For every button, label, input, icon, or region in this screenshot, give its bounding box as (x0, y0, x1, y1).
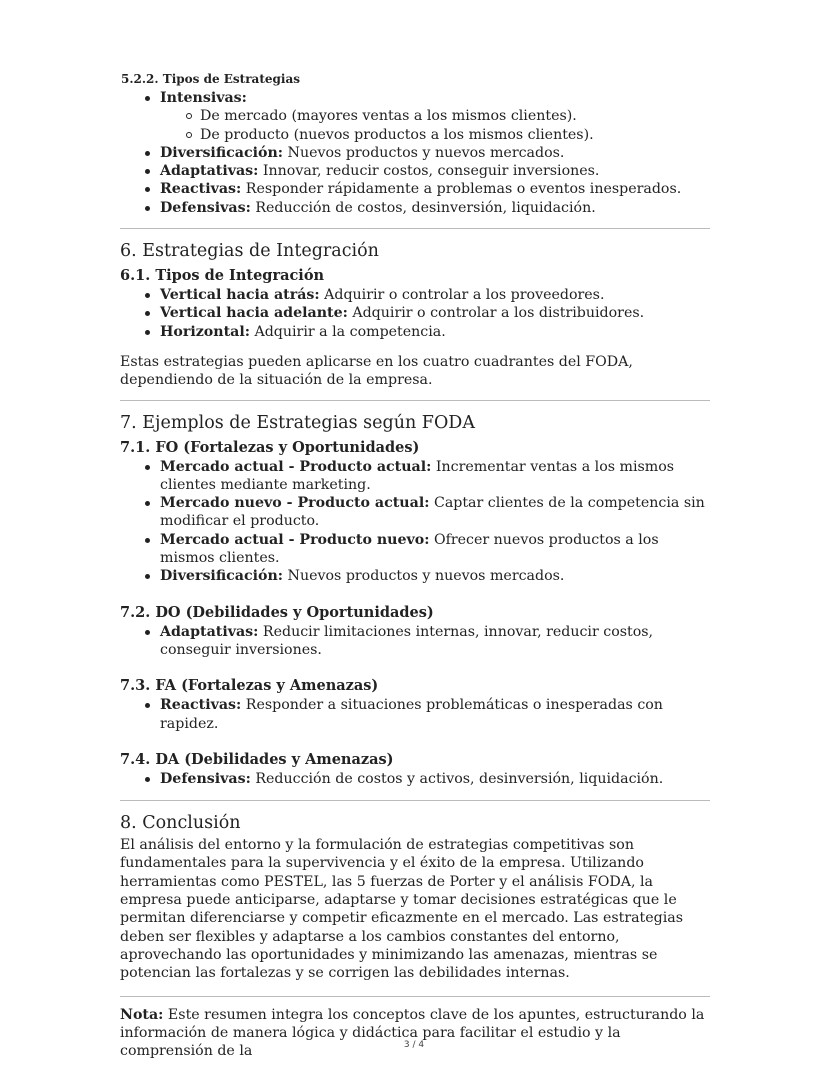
item-text: Adquirir a la competencia. (249, 323, 446, 340)
section-8-title: 8. Conclusión (120, 813, 241, 834)
conclusion-paragraph: El análisis del entorno y la formulación de estrategias competitivas son fundamentales para la supervivencia y el éxito de la empresa. Utilizando herramientas como PESTEL, las 5 fuerzas de Porter y el análisis FODA, la empresa puede anticiparse, adaptarse y tomar decisiones estratégicas que le permitan diferenciarse y competir eficazmente en el mercado. Las estrategias deben ser flexibles y adaptarse a los cambios constantes del entorno, aprovechando las oportunidades y minimizando las amenazas, mientras se potencian las fortalezas y se corrigen las debilidades internas. (120, 837, 684, 982)
divider (120, 228, 710, 229)
da-list (120, 770, 710, 788)
item-text: Adquirir o controlar a los proveedores. (319, 287, 605, 304)
item-text: Ofrecer nuevos productos a los mismos clientes. (160, 531, 659, 567)
list-item (160, 531, 710, 568)
item-text: Reducción de costos y activos, desinversión, liquidación. (250, 770, 664, 787)
integration-types-list (120, 286, 710, 341)
item-text: Nuevos productos y nuevos mercados. (283, 144, 565, 161)
list-item (160, 304, 710, 322)
section-7-1-title: 7.1. FO (Fortalezas y Oportunidades) (120, 438, 420, 456)
page-number: 3 / 4 (403, 1040, 425, 1050)
item-text: Responder a situaciones problemáticas o inesperadas con rapidez. (160, 697, 663, 732)
section-7-2-title: 7.2. DO (Debilidades y Oportunidades) (120, 603, 434, 621)
item-term: Mercado actual - Producto actual: (160, 458, 432, 475)
note-paragraph (120, 1006, 710, 1061)
note-label: Nota: (120, 1006, 164, 1023)
item-term: Adaptativas: (160, 623, 259, 640)
item-term: Mercado actual - Producto nuevo: (160, 531, 430, 548)
sublist-item: De producto (nuevos productos a los mismos clientes). (200, 126, 710, 144)
item-term: Mercado nuevo - Producto actual: (160, 495, 430, 512)
item-term: Reactivas: (160, 181, 242, 198)
list-item (160, 286, 710, 304)
item-text: Adquirir o controlar a los distribuidores. (347, 305, 645, 322)
section-7-4-title: 7.4. DA (Debilidades y Amenazas) (120, 750, 394, 768)
list-item (160, 180, 710, 198)
list-item (160, 623, 710, 660)
integration-paragraph: Estas estrategias pueden aplicarse en los cuatro cuadrantes del FODA, dependiendo de la situación de la empresa. (120, 353, 633, 389)
document-page (120, 70, 710, 1060)
item-term: Adaptativas: (160, 163, 259, 180)
item-term: Defensivas: (160, 770, 251, 787)
list-item (160, 696, 710, 733)
intensive-sublist (160, 107, 710, 144)
do-list (120, 623, 710, 660)
divider (120, 400, 710, 401)
item-term: Diversificación: (160, 568, 284, 585)
fa-list (120, 696, 710, 733)
item-text: Innovar, reducir costos, conseguir inversiones. (258, 163, 600, 180)
item-text: Nuevos productos y nuevos mercados. (283, 568, 565, 585)
list-item (160, 494, 710, 531)
section-5-2-2-title: 5.2.2. Tipos de Estrategias (121, 72, 300, 86)
note-text: Este resumen integra los conceptos clave de los apuntes, estructurando la información de manera lógica y didáctica para facilitar el estudio y la comprensión de la (120, 1006, 705, 1060)
divider (120, 996, 710, 997)
fo-list (120, 458, 710, 586)
list-item (160, 567, 710, 585)
item-term: Vertical hacia adelante: (160, 305, 348, 322)
strategy-types-list (120, 89, 710, 217)
list-item (160, 89, 710, 144)
list-item (160, 144, 710, 162)
item-text: Reducir limitaciones internas, innovar, reducir costos, conseguir inversiones. (160, 623, 654, 658)
item-text: Reducción de costos, desinversión, liquidación. (250, 199, 596, 216)
item-text: Captar clientes de la competencia sin modificar el producto. (160, 495, 705, 530)
item-term: Defensivas: (160, 199, 251, 216)
item-term: Intensivas: (160, 90, 247, 106)
list-item (160, 770, 710, 788)
section-7-title: 7. Ejemplos de Estrategias según FODA (120, 412, 475, 433)
list-item (160, 323, 710, 341)
section-6-title: 6. Estrategias de Integración (120, 241, 379, 262)
item-term: Reactivas: (160, 697, 242, 714)
divider (120, 800, 710, 801)
item-text: Incrementar ventas a los mismos clientes mediante marketing. (160, 458, 675, 493)
section-6-1-title: 6.1. Tipos de Integración (120, 267, 325, 285)
section-7-3-title: 7.3. FA (Fortalezas y Amenazas) (120, 677, 379, 695)
list-item (160, 162, 710, 180)
sublist-item: De mercado (mayores ventas a los mismos clientes). (200, 107, 710, 125)
item-term: Horizontal: (160, 323, 250, 340)
list-item (160, 458, 710, 495)
item-term: Diversificación: (160, 144, 284, 161)
item-text: Responder rápidamente a problemas o eventos inesperados. (241, 181, 682, 198)
list-item (160, 199, 710, 217)
item-term: Vertical hacia atrás: (160, 287, 320, 304)
